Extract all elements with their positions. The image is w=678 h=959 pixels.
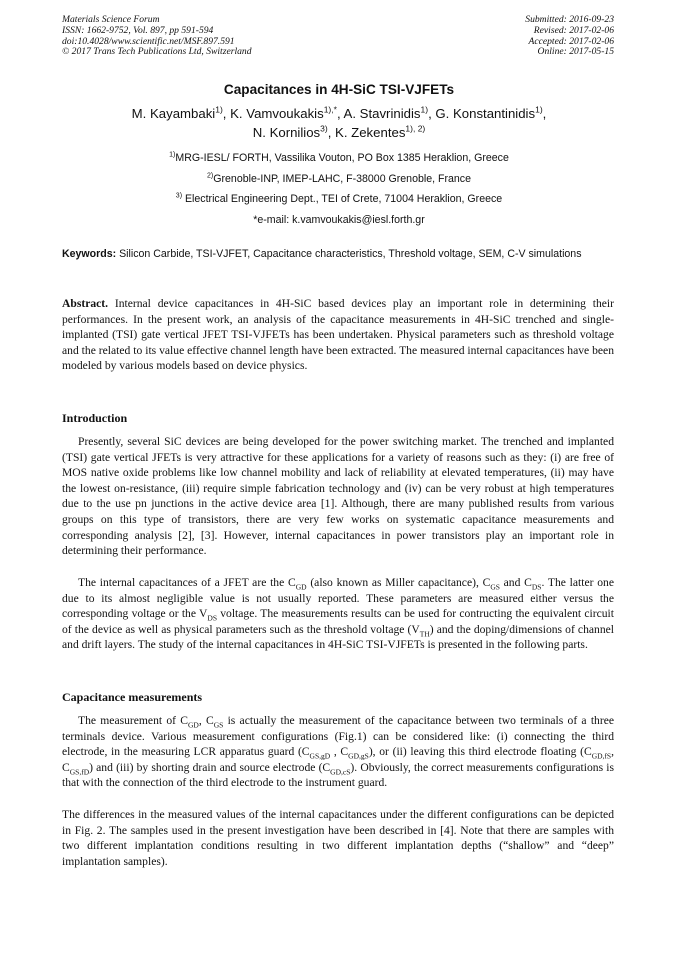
abstract-text: Internal device capacitances in 4H-SiC based devices play an important role in determining their performances. In the present work, an analysis of the capacitance measurements in 4H-SiC trenched and single-implanted (TSI) gate vertical JFET TSI-VJFETs has been undertaken. Physical parameters such as threshold voltage and the related to its value effective channel length have been extracted. The measured internal capacitances have been modeled by various models based on device physics. — [62, 297, 614, 373]
keywords-text: Silicon Carbide, TSI-VJFET, Capacitance characteristics, Threshold voltage, SEM, C-V simulations — [116, 248, 582, 260]
text-run: , C — [330, 745, 349, 759]
author-name: , K. Zekentes — [327, 125, 406, 140]
text-run: The internal capacitances of a JFET are the C — [78, 576, 296, 589]
accepted-date: Accepted: 2017-02-06 — [528, 35, 614, 47]
author-affiliation-mark: 1),* — [323, 104, 337, 115]
subscript: GS,fD — [69, 767, 90, 777]
submitted-date: Submitted: 2016-09-23 — [525, 14, 614, 25]
text-run: , C — [62, 745, 614, 774]
author-name: M. Kayambaki — [131, 106, 216, 121]
keywords-label: Keywords: — [62, 248, 117, 260]
subscript: GD,cS — [330, 767, 351, 777]
revised-date: Revised: 2017-02-06 — [533, 24, 614, 36]
author-affiliation-mark: 3) — [320, 123, 328, 134]
affiliation-mark: 1) — [169, 151, 176, 159]
journal-issn: ISSN: 1662-9752, Vol. 897, pp 591-594 — [62, 24, 214, 36]
text-run: is actually the measurement of the capacitance between two terminals of a three terminals device. Various measurement configurations (Fig.1) can be considered like: (i) connecting the third electrode, in the measuring LCR apparatus guard (C — [62, 714, 615, 759]
subscript: GD — [187, 720, 199, 730]
text-run: ), or (ii) leaving this third electrode floating (C — [368, 745, 592, 759]
introduction-heading: Introduction — [62, 411, 128, 425]
subscript: GD — [295, 582, 307, 592]
author-name: , K. Vamvoukakis — [222, 106, 324, 121]
journal-doi: doi:10.4028/www.scientific.net/MSF.897.591 — [62, 35, 235, 47]
text-run: (also known as Miller capacitance), C — [306, 576, 491, 589]
author-affiliation-mark: 1) — [535, 104, 543, 115]
subscript: DS — [207, 613, 217, 623]
text-run: ) and the doping/dimensions of channel and drift layers. The study of the internal capacitances in 4H-SiC TSI-VJFETs is presented in the following parts. — [62, 622, 614, 652]
text-run: ) and (iii) by shorting drain and source electrode (C — [89, 760, 331, 774]
text-run: , C — [198, 714, 214, 727]
subscript: GS — [490, 582, 500, 592]
introduction-paragraph-2 — [62, 575, 614, 653]
affiliation-line — [62, 169, 616, 190]
text-run: and C — [499, 576, 532, 589]
keywords — [62, 247, 614, 261]
corresponding-email: *e-mail: k.vamvoukakis@iesl.forth.gr — [253, 213, 425, 226]
text-run: ). Obviously, the correct measurements configurations is that with the connection of the third electrode to the instrument guard. — [62, 760, 615, 790]
journal-copyright: © 2017 Trans Tech Publications Ltd, Switzerland — [62, 46, 252, 58]
journal-header — [62, 15, 252, 58]
author-list: M. Kayambaki$^{1)}$, K. Vamvoukakis$^{1),*}$, A. Stavrinidis$^{1)}$, G. Konstantinidis$^{1)}$, N. Kornilios$^{3)}$, K. Zekentes$^{1), 2)}$ — [131, 104, 547, 140]
affiliation-text: Electrical Engineering Dept., TEI of Crete, 71004 Heraklion, Greece — [184, 193, 503, 205]
affiliation-line — [62, 189, 616, 210]
author-name: , A. Stavrinidis — [336, 106, 421, 121]
author-name: N. Kornilios — [252, 125, 321, 140]
affiliation-line — [62, 148, 616, 169]
affiliation-mark: 3) — [175, 192, 183, 200]
text-run: . The latter one due to its almost negligible value is not usually reported. These parameters are measured either versus the corresponding voltage or the V — [62, 576, 614, 621]
author-name: , G. Konstantinidis — [428, 106, 536, 121]
author-affiliation-mark: 1) — [215, 104, 223, 115]
affiliation-text: Grenoble-INP, IMEP-LAHC, F-38000 Grenoble, France — [213, 172, 471, 185]
subscript: GS,gD — [309, 751, 331, 761]
subscript: GD,fS — [591, 751, 612, 761]
subscript: DS — [531, 582, 542, 592]
capacitance-paragraph-2: The differences in the measured values of the internal capacitances under the different configurations can be depicted in Fig. 2. The samples used in the present investigation have been described in [4]. Note that there are samples with two different implantation conditions resulting in two different implantation depths (“shallow” and “deep” implantation samples). — [62, 808, 614, 868]
abstract-label: Abstract. — [62, 297, 109, 310]
text-run: voltage. The measurements results can be used for contructing the equivalent circuit of the device as well as physical parameters such as the threshold voltage (V — [62, 607, 614, 636]
text-run: The measurement of C — [78, 714, 188, 727]
subscript: TH — [419, 629, 430, 639]
author-affiliation-mark: 1) — [420, 104, 429, 115]
capacitance-paragraph-1 — [62, 713, 614, 791]
affiliations — [62, 148, 616, 230]
subscript: GS — [213, 720, 224, 730]
affiliation-text: MRG-IESL/ FORTH, Vassilika Vouton, PO Box 1385 Heraklion, Greece — [175, 152, 509, 164]
affiliation-mark: 2) — [207, 171, 214, 179]
paper-title: Capacitances in 4H-SiC TSI-VJFETs — [223, 82, 455, 97]
dates-header — [525, 15, 614, 58]
subscript: GD,gS — [348, 751, 369, 761]
online-date: Online: 2017-05-15 — [537, 46, 614, 58]
author-affiliation-mark: 1), 2) — [405, 123, 426, 134]
abstract — [62, 296, 614, 374]
capacitance-heading: Capacitance measurements — [62, 690, 203, 704]
introduction-paragraph-1: Presently, several SiC devices are being developed for the power switching market. The trenched and implanted (TSI) gate vertical JFETs is very attractive for these applications for a variety of reasons such as they: (i) are free of MOS native oxide problems like low channel mobility and lack of reliability at elevated temperatures, (ii) may have the lowest on-resistance, (iii) require simple fabrication technology and (iv) can be very robust at high temperatures due to the use pn junctions in the active device area [1]. Although, there are many published results from various groups on this type of transistors, there are very few works on systematic capacitance measurements and corresponding analysis [2], [3]. However, internal capacitances in power transistors play an important role in determining their performance. — [62, 435, 614, 558]
journal-name: Materials Science Forum — [62, 14, 160, 25]
